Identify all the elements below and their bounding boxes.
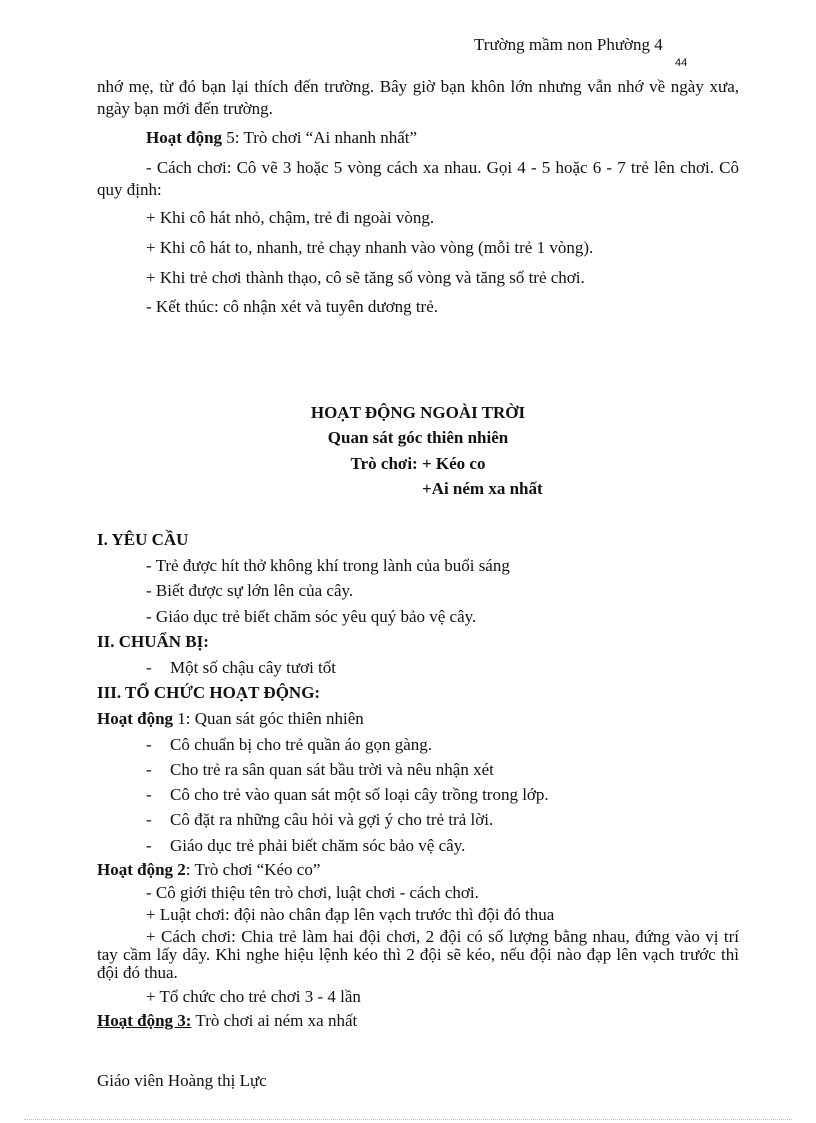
bullet-dash: - <box>146 810 152 829</box>
rule-item: + Khi cô hát to, nhanh, trẻ chạy nhanh vào vòng (mỗi trẻ 1 vòng). <box>146 238 594 257</box>
activity1-label: Hoạt động <box>97 709 174 728</box>
bullet-dash: - <box>146 785 152 804</box>
activity2-heading <box>97 860 320 880</box>
activity1-heading <box>97 709 364 729</box>
section1-item: - Giáo dục trẻ biết chăm sóc yêu quý bảo vệ cây. <box>146 607 477 626</box>
activity1-title: 1: Quan sát góc thiên nhiên <box>173 709 364 728</box>
how-to-play-paragraph: - Cách chơi: Cô vẽ 3 hoặc 5 vòng cách xa nhau. Gọi 4 - 5 hoặc 6 - 7 trẻ lên chơi. Cô quy định: <box>97 158 739 199</box>
outdoor-games-second: +Ai ném xa nhất <box>422 479 543 498</box>
activity2-organize: + Tổ chức cho trẻ chơi 3 - 4 lần <box>146 987 361 1006</box>
activity2-label: Hoạt động 2 <box>97 860 186 879</box>
activity1-item-text: Cho trẻ ra sân quan sát bầu trời và nêu nhận xét <box>170 760 494 779</box>
bullet-dash: - <box>146 760 152 779</box>
page-number: 44 <box>675 57 688 69</box>
activity1-item-text: Cô chuẩn bị cho trẻ quần áo gọn gàng. <box>170 735 433 754</box>
header-school-name: Trường mầm non Phường 4 <box>474 35 663 54</box>
activity1-item <box>146 760 494 780</box>
bullet-dash: - <box>146 735 152 754</box>
activity5-title: : Trò chơi “Ai nhanh nhất” <box>234 128 418 147</box>
section1-item: - Trẻ được hít thở không khí trong lành của buổi sáng <box>146 556 510 575</box>
activity3-heading <box>97 1011 357 1031</box>
activity1-item <box>146 836 465 856</box>
section2-item-text: Một số chậu cây tươi tốt <box>170 658 336 677</box>
intro-paragraph: nhớ mẹ, từ đó bạn lại thích đến trường. Bây giờ bạn khôn lớn nhưng vẫn nhớ về ngày xưa, ngày bạn mới đến trường. <box>97 77 739 118</box>
page-bottom-divider <box>24 1119 792 1120</box>
activity5-number: 5 <box>222 128 235 147</box>
outdoor-subtitle: Quan sát góc thiên nhiên <box>327 428 509 447</box>
activity1-item <box>146 810 493 830</box>
outdoor-title: HOẠT ĐỘNG NGOÀI TRỜI <box>310 403 526 422</box>
footer-teacher: Giáo viên Hoàng thị Lực <box>97 1071 267 1090</box>
section1-heading: I. YÊU CẦU <box>97 530 189 549</box>
activity1-item <box>146 735 432 755</box>
outdoor-games-label: Trò chơi: + Kéo co <box>350 454 486 473</box>
section1-item: - Biết được sự lớn lên của cây. <box>146 581 354 600</box>
section2-item <box>146 658 336 678</box>
activity1-item <box>146 785 549 805</box>
activity1-item-text: Cô cho trẻ vào quan sát một số loại cây trồng trong lớp. <box>170 785 549 804</box>
activity1-item-text: Cô đặt ra những câu hỏi và gợi ý cho trẻ trả lời. <box>170 810 494 829</box>
activity3-title: Trò chơi ai ném xa nhất <box>191 1011 358 1030</box>
bullet-dash: - <box>146 836 152 855</box>
section2-heading: II. CHUẨN BỊ: <box>97 632 209 651</box>
activity3-label: Hoạt động 3: <box>97 1011 192 1030</box>
bullet-dash: - <box>146 658 152 677</box>
rule-item: + Khi cô hát nhỏ, chậm, trẻ đi ngoài vòng. <box>146 208 435 227</box>
activity2-rule: + Luật chơi: đội nào chân đạp lên vạch trước thì đội đó thua <box>146 905 555 924</box>
rule-item: + Khi trẻ chơi thành thạo, cô sẽ tăng số vòng và tăng số trẻ chơi. <box>146 268 585 287</box>
activity1-item-text: Giáo dục trẻ phải biết chăm sóc bảo vệ cây. <box>170 836 466 855</box>
section3-heading: III. TỔ CHỨC HOẠT ĐỘNG: <box>97 683 321 702</box>
activity2-title: : Trò chơi “Kéo co” <box>185 860 321 879</box>
activity2-howto: + Cách chơi: Chia trẻ làm hai đội chơi, 2 đội có số lượng bằng nhau, đứng vào vị trí tay cầm lấy dây. Khi nghe hiệu lệnh kéo thì 2 đội sẽ kéo, nếu đội nào đạp lên vạch trước thì đội đó thua. <box>97 927 739 982</box>
activity2-intro: - Cô giới thiệu tên trò chơi, luật chơi - cách chơi. <box>146 883 479 902</box>
activity5-label: Hoạt động <box>146 128 223 147</box>
ending-line: - Kết thúc: cô nhận xét và tuyên dương trẻ. <box>146 297 439 316</box>
activity5-heading <box>146 128 417 148</box>
